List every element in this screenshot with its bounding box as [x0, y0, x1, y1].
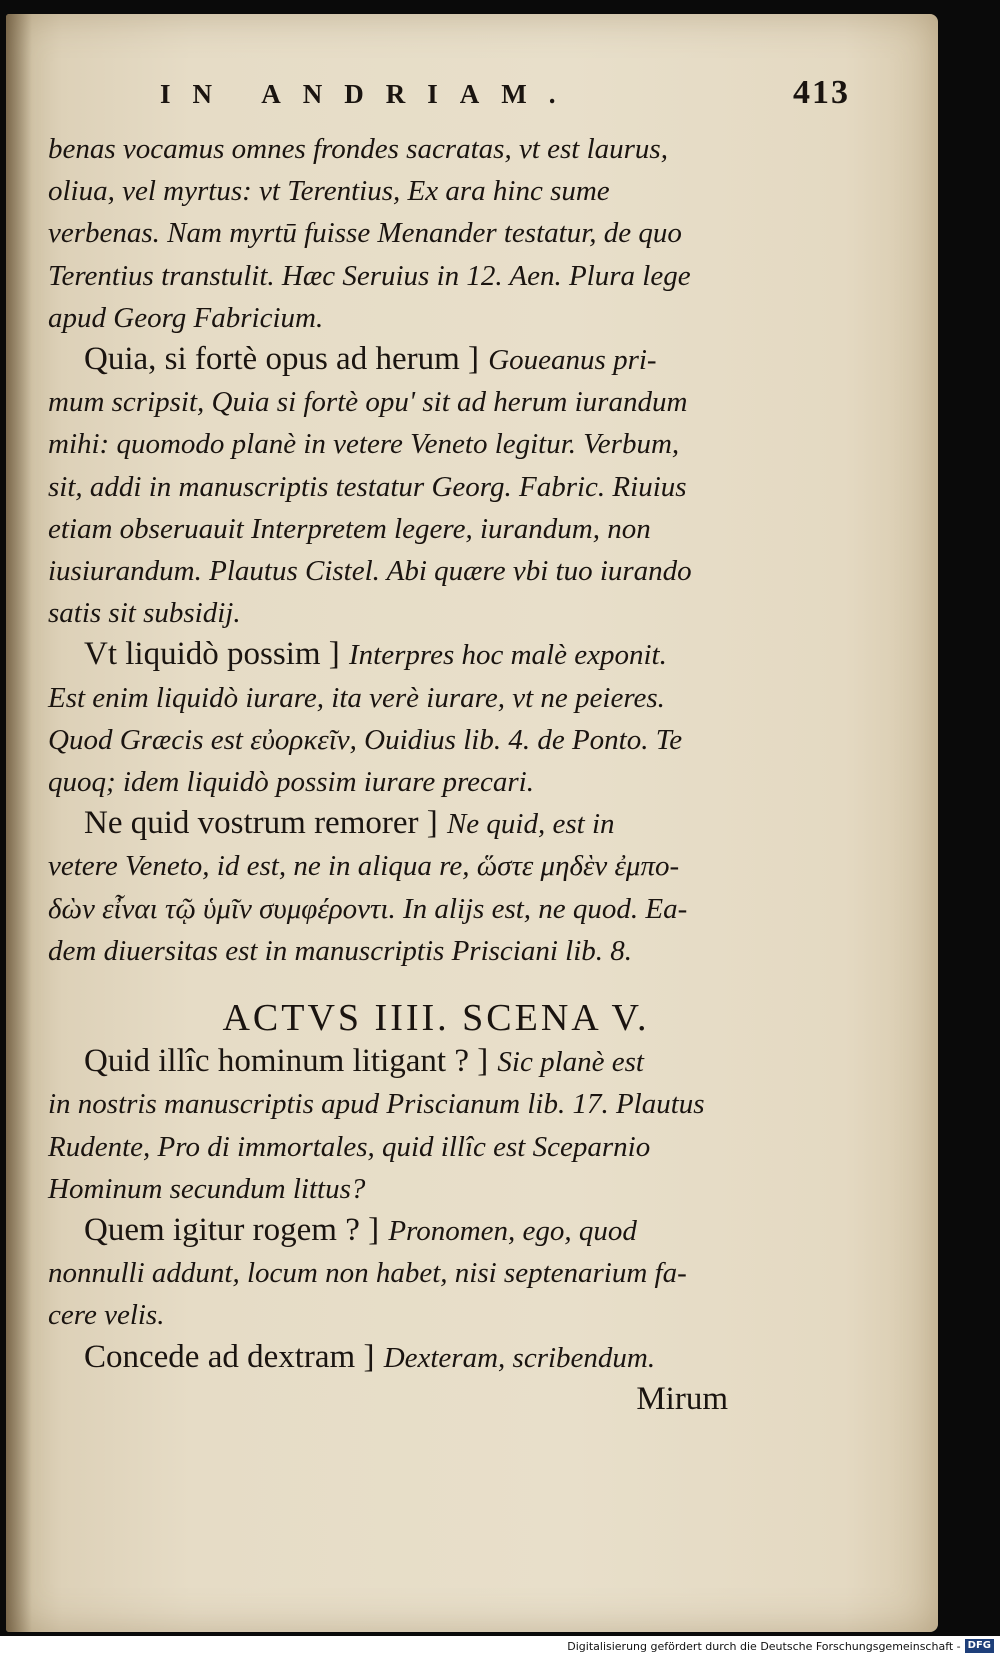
text-line: sit, addi in manuscriptis testatur Georg. Fabric. Riuius — [48, 470, 687, 503]
text-line: Terentius transtulit. Hæc Seruius in 12. Aen. Plura lege — [48, 259, 691, 292]
commentary-entry — [48, 803, 748, 972]
commentary-entry — [48, 1337, 748, 1379]
text-block — [48, 74, 850, 1420]
text-line: Hominum secundum littus? — [48, 1172, 366, 1205]
text-line: verbenas. Nam myrtū fuisse Menander testatur, de quo — [48, 217, 682, 250]
commentary-entry — [48, 339, 748, 634]
text-line: Rudente, Pro di immortales, quid illîc est Sceparnio — [48, 1130, 651, 1163]
text-line: satis sit subsidij. — [48, 597, 241, 630]
lemma: Quem igitur rogem ? ] — [84, 1212, 380, 1249]
text-line: apud Georg Fabricium. — [48, 301, 324, 334]
lemma: Vt liquidò possim ] — [84, 636, 340, 673]
text-line: Goueanus pri- — [488, 344, 657, 377]
digitization-footer — [0, 1636, 1000, 1656]
text-line: nonnulli addunt, locum non habet, nisi septenarium fa- — [48, 1257, 687, 1290]
section-title: ACTVS IIII. SCENA V. — [222, 997, 650, 1040]
text-line: Est enim liquidò iurare, ita verè iurare, vt ne peieres. — [48, 681, 665, 714]
paragraph-continuation — [48, 128, 748, 339]
text-line: in nostris manuscriptis apud Priscianum lib. 17. Plautus — [48, 1088, 705, 1121]
text-line: Interpres hoc malè exponit. — [349, 639, 667, 672]
running-title: IN ANDRIAM. — [160, 79, 578, 109]
running-head — [160, 74, 850, 128]
text-line: Sic planè est — [497, 1046, 644, 1079]
footer-credit-text: Digitalisierung gefördert durch die Deutsche Forschungsgemeinschaft - — [567, 1639, 961, 1653]
text-line: Pronomen, ego, quod — [388, 1215, 637, 1248]
commentary-entry — [48, 1041, 748, 1210]
text-line: mum scripsit, Quia si fortè opu' sit ad herum iurandum — [48, 386, 688, 419]
text-line: δὼν εἶναι τῷ ὑμῖν συμφέροντι. In alijs est, ne quod. Ea- — [48, 892, 688, 925]
lemma: Quia, si fortè opus ad herum ] — [84, 341, 479, 378]
lemma: Quid illîc hominum litigant ? ] — [84, 1043, 489, 1080]
catchword: Mirum — [636, 1380, 728, 1417]
lemma: Concede ad dextram ] — [84, 1338, 375, 1375]
commentary-entry — [48, 1210, 748, 1337]
page-number: 413 — [793, 74, 850, 111]
dfg-logo: DFG — [965, 1639, 994, 1653]
text-line: Dexteram, scribendum. — [383, 1341, 656, 1374]
lemma: Ne quid vostrum remorer ] — [84, 805, 438, 842]
text-line: oliua, vel myrtus: vt Terentius, Ex ara hinc sume — [48, 175, 610, 208]
text-line: cere velis. — [48, 1299, 165, 1332]
commentary-body — [48, 128, 748, 1420]
text-line: quoq; idem liquidò possim iurare precari. — [48, 766, 534, 799]
text-line: iusiurandum. Plautus Cistel. Abi quære vbi tuo iurando — [48, 555, 692, 588]
gutter-shadow — [6, 14, 32, 1632]
text-line: Ne quid, est in — [446, 808, 615, 841]
text-line: dem diuersitas est in manuscriptis Prisciani lib. 8. — [48, 934, 633, 967]
text-line: vetere Veneto, id est, ne in aliqua re, ὥστε μηδὲν ἐμπο- — [48, 850, 680, 883]
text-line: mihi: quomodo planè in vetere Veneto legitur. Verbum, — [48, 428, 680, 461]
text-line: Quod Græcis est εὐορκεῖν, Ouidius lib. 4. de Ponto. Te — [48, 723, 683, 756]
text-line: benas vocamus omnes frondes sacratas, vt est laurus, — [48, 133, 668, 165]
book-page — [6, 14, 938, 1632]
text-line: etiam obseruauit Interpretem legere, iurandum, non — [48, 512, 651, 545]
commentary-entry — [48, 634, 748, 803]
